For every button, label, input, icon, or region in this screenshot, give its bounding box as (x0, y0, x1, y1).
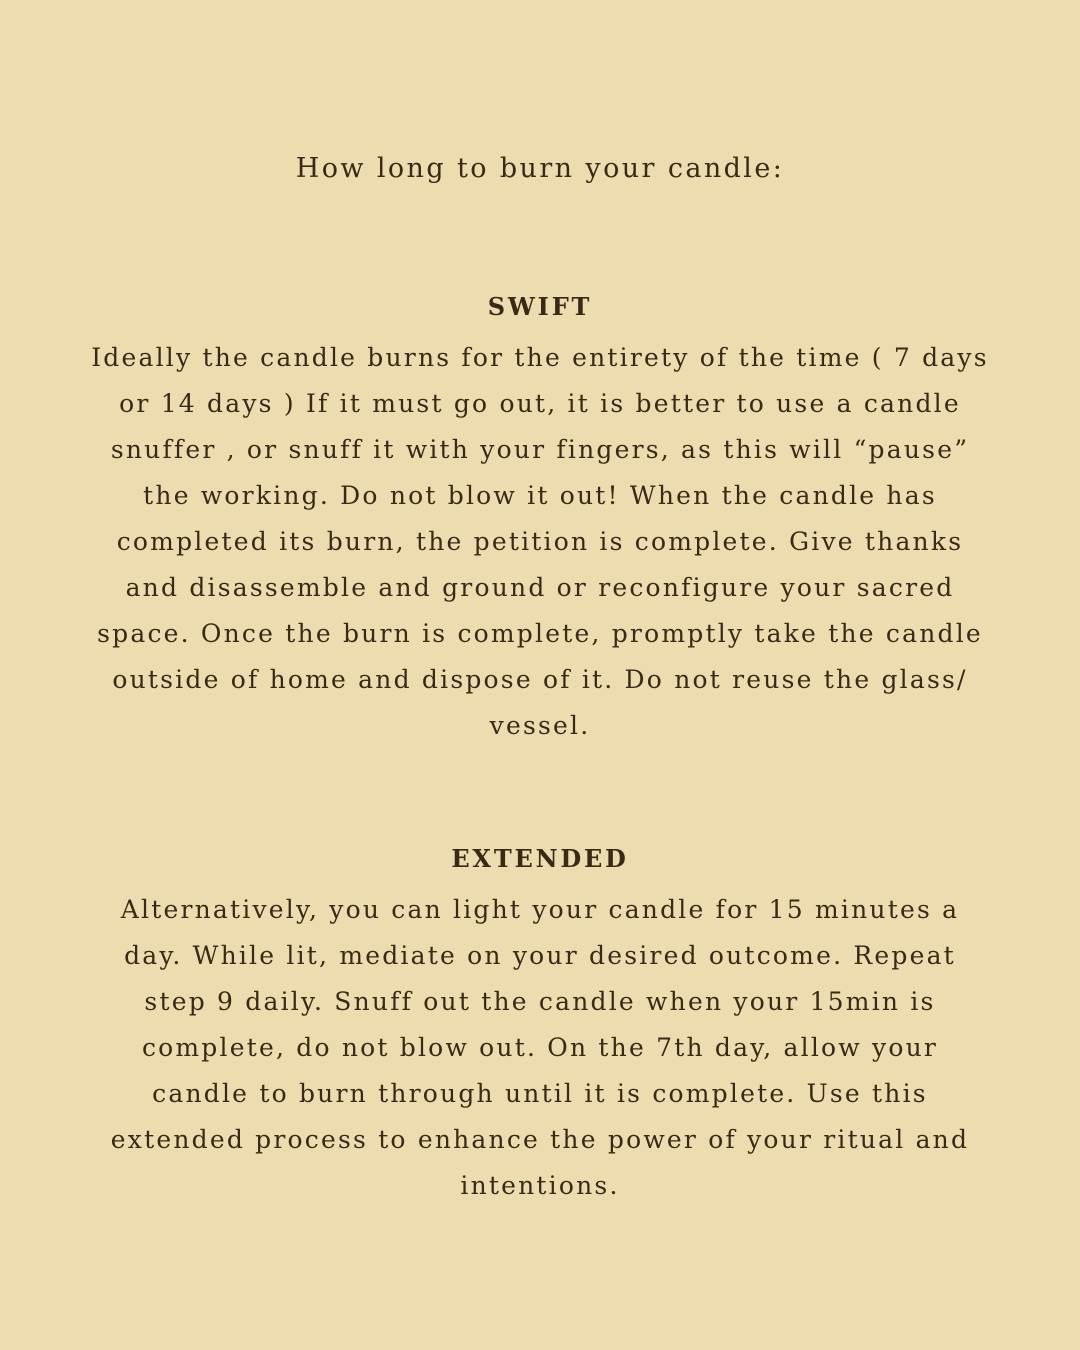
extended-body: Alternatively, you can light your candle for 15 minutes a day. While lit, mediate on your desired outcome. Repeat step 9 daily. Snuff out the candle when your 15min is complete, do not blow out. On the 7th day, allow your candle to burn through until it is complete. Use this extended process to enhance the power of your ritual and intentions. (110, 895, 970, 1200)
swift-heading: SWIFT (487, 292, 593, 321)
extended-heading: EXTENDED (451, 844, 629, 873)
swift-section (90, 289, 990, 749)
extended-section (90, 841, 990, 1209)
page-title: How long to burn your candle: (295, 153, 785, 184)
swift-body: Ideally the candle burns for the entirety of the time ( 7 days or 14 days ) If it must go out, it is better to use a candle snuffer , or snuff it with your fingers, as this will “pause” the working. Do not blow it out! When the candle has completed its burn, the petition is complete. Give thanks and disassemble and ground or reconfigure your sacred space. Once the burn is complete, promptly take the candle outside of home and dispose of it. Do not reuse the glass/ vessel. (91, 343, 989, 740)
